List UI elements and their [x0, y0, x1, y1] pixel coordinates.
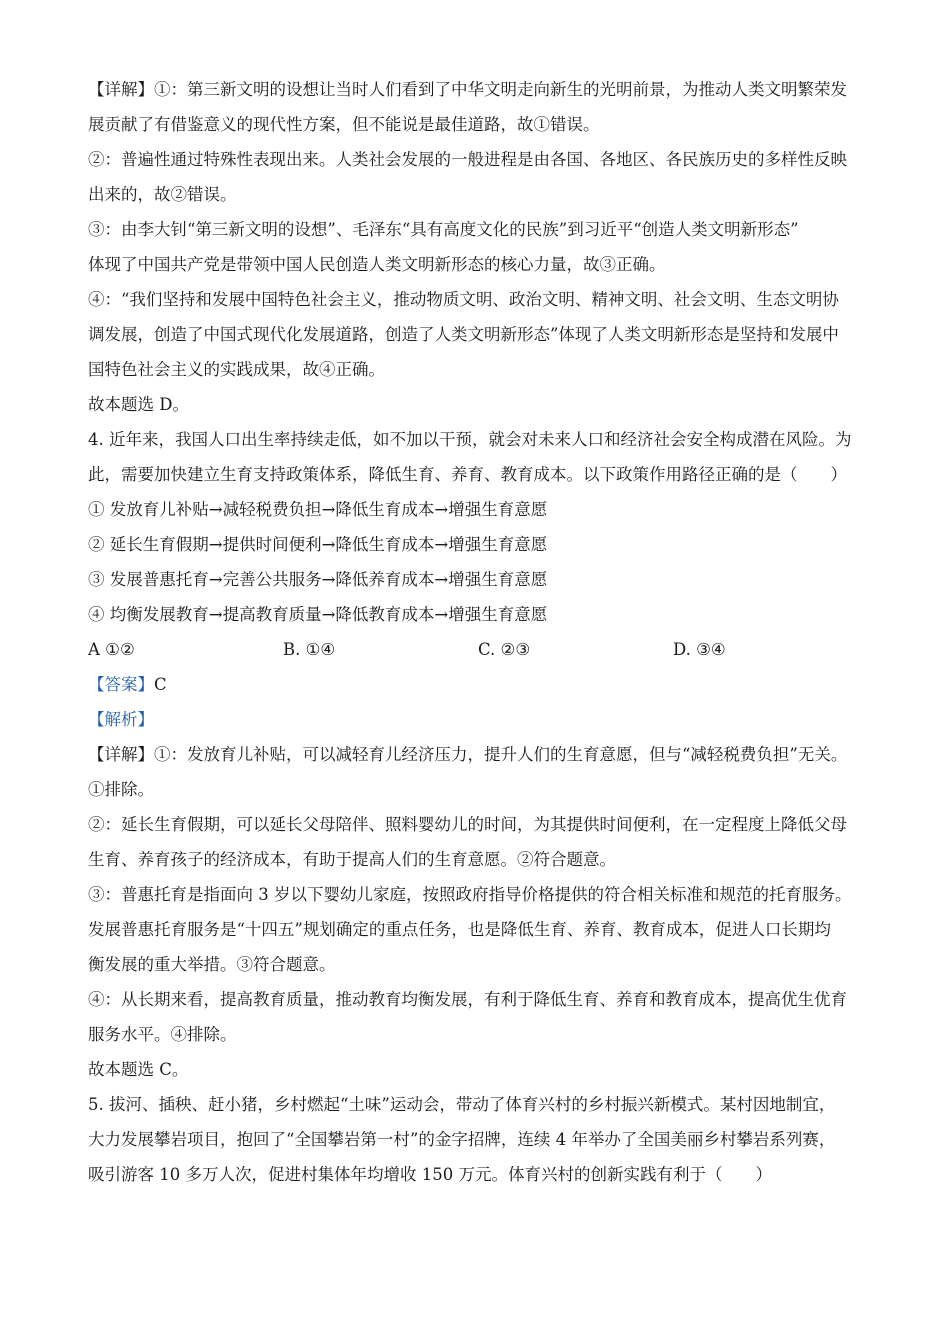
text-line: ②：普遍性通过特殊性表现出来。人类社会发展的一般进程是由各国、各地区、各民族历史的多样性反映 — [88, 150, 847, 169]
option-d: D. ③④ — [673, 640, 726, 659]
text-line: ④：“我们坚持和发展中国特色社会主义，推动物质文明、政治文明、精神文明、社会文明、生态文明协 — [88, 290, 839, 309]
question-5-stem: 5. 拔河、插秧、赶小猪，乡村燃起“土味”运动会，带动了体育兴村的乡村振兴新模式。某村因地制宜， — [88, 1095, 836, 1114]
answer-options — [88, 638, 878, 661]
statement-2: ② 延长生育假期→提供时间便利→降低生育成本→增强生育意愿 — [88, 535, 548, 554]
statement-4: ④ 均衡发展教育→提高教育质量→降低教育成本→增强生育意愿 — [88, 605, 548, 624]
statement-3: ③ 发展普惠托育→完善公共服务→降低养育成本→增强生育意愿 — [88, 570, 548, 589]
text-line: ③：由李大钊“第三新文明的设想”、毛泽东“具有高度文化的民族”到习近平“创造人类文明新形态” — [88, 220, 799, 239]
option-c: C. ②③ — [478, 640, 531, 659]
conclusion-line: 故本题选 C。 — [88, 1060, 189, 1079]
text-line: 展贡献了有借鉴意义的现代性方案，但不能说是最佳道路，故①错误。 — [88, 115, 600, 134]
answer-tag: 【答案】 — [88, 675, 154, 694]
answer-value: C — [154, 675, 167, 694]
text-line: 体现了中国共产党是带领中国人民创造人类文明新形态的核心力量，故③正确。 — [88, 255, 666, 274]
text-line: 出来的，故②错误。 — [88, 185, 237, 204]
analysis-line — [88, 708, 878, 731]
text-line: 服务水平。④排除。 — [88, 1025, 237, 1044]
question-5-stem: 吸引游客 10 多万人次，促进村集体年均增收 150 万元。体育兴村的创新实践有利于（ ） — [88, 1165, 772, 1184]
text-line: 国特色社会主义的实践成果，故④正确。 — [88, 360, 385, 379]
text-line: 【详解】①：发放育儿补贴，可以减轻育儿经济压力，提升人们的生育意愿，但与“减轻税费负担”无关。 — [88, 745, 848, 764]
text-line: ③：普惠托育是指面向 3 岁以下婴幼儿家庭，按照政府指导价格提供的符合相关标准和规范的托育服务。 — [88, 885, 852, 904]
option-b: B. ①④ — [283, 640, 336, 659]
text-line: 衡发展的重大举措。③符合题意。 — [88, 955, 336, 974]
text-line: 发展普惠托育服务是“十四五”规划确定的重点任务，也是降低生育、养育、教育成本，促进人口长期均 — [88, 920, 831, 939]
text-line: ②：延长生育假期，可以延长父母陪伴、照料婴幼儿的时间，为其提供时间便利，在一定程度上降低父母 — [88, 815, 847, 834]
text-line: ④：从长期来看，提高教育质量，推动教育均衡发展，有利于降低生育、养育和教育成本，提高优生优育 — [88, 990, 847, 1009]
analysis-tag: 【解析】 — [88, 710, 154, 729]
answer-line — [88, 673, 878, 696]
text-line: 【详解】①：第三新文明的设想让当时人们看到了中华文明走向新生的光明前景，为推动人类文明繁荣发 — [88, 80, 847, 99]
text-line: 生育、养育孩子的经济成本，有助于提高人们的生育意愿。②符合题意。 — [88, 850, 616, 869]
option-a: A ①② — [88, 640, 135, 659]
text-line: ①排除。 — [88, 780, 154, 799]
document-page — [88, 78, 878, 1198]
question-4-stem: 4. 近年来，我国人口出生率持续走低，如不加以干预，就会对未来人口和经济社会安全构成潜在风险。为 — [88, 430, 852, 449]
question-4-stem: 此，需要加快建立生育支持政策体系，降低生育、养育、教育成本。以下政策作用路径正确的是（ ） — [88, 465, 847, 484]
conclusion-line: 故本题选 D。 — [88, 395, 189, 414]
statement-1: ① 发放育儿补贴→减轻税费负担→降低生育成本→增强生育意愿 — [88, 500, 548, 519]
text-line: 调发展，创造了中国式现代化发展道路，创造了人类文明新形态”体现了人类文明新形态是坚持和发展中 — [88, 325, 839, 344]
question-5-stem: 大力发展攀岩项目，抱回了“全国攀岩第一村”的金字招牌，连续 4 年举办了全国美丽乡村攀岩系列赛， — [88, 1130, 836, 1149]
